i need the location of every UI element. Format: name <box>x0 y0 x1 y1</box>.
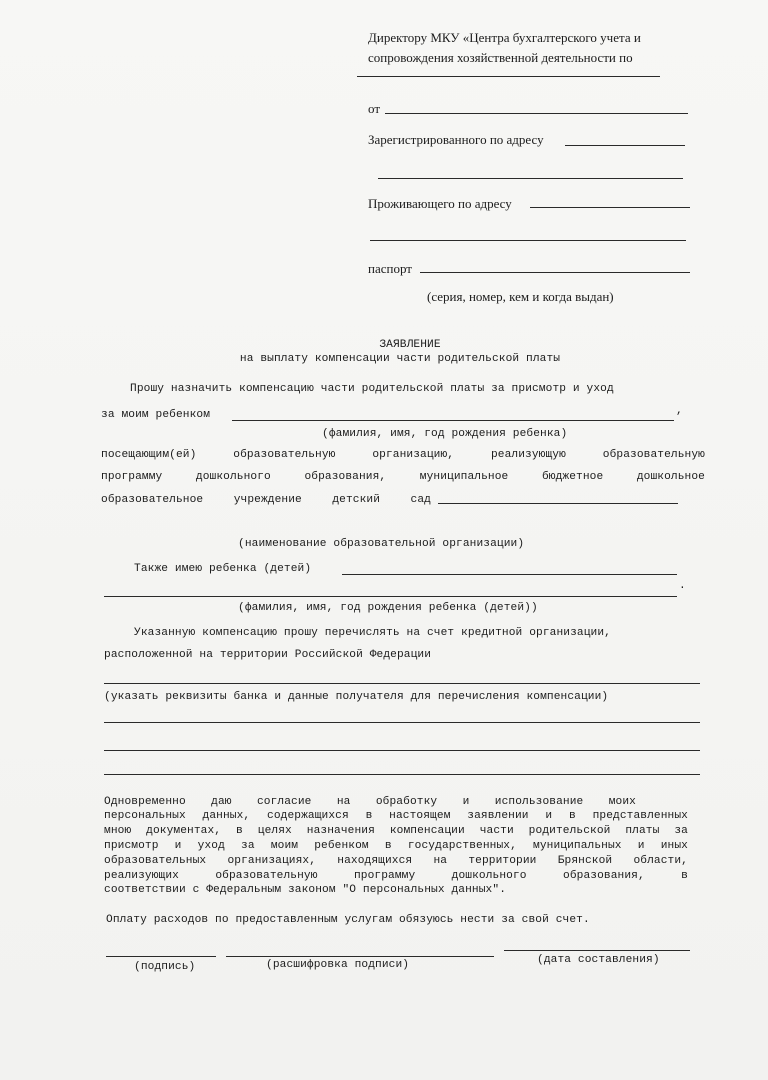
addressee-line-2: сопровождения хозяйственной деятельности по <box>368 50 633 65</box>
bank-details-hint: (указать реквизиты банка и данные получателя для перечисления компенсации) <box>104 691 609 703</box>
registered-address-label: Зарегистрированного по адресу <box>368 132 544 147</box>
child-name-blank-line <box>232 420 674 421</box>
addressee-line-1: Директору МКУ «Центра бухгалтерского учета и <box>368 30 641 45</box>
attending-line-1: посещающим(ей) образовательную организацию, реализующую образовательную <box>101 449 705 461</box>
signature-blank-line <box>106 956 216 957</box>
attending-line-2: программу дошкольного образования, муниципальное бюджетное дошкольное <box>101 471 705 483</box>
from-label: от <box>368 101 381 116</box>
consent-line-2: персональных данных, содержащихся в настоящем заявлении и в представленных <box>104 810 688 822</box>
payment-obligation: Оплату расходов по предоставленным услугам обязуюсь нести за свой счет. <box>106 914 590 926</box>
decoding-hint: (расшифровка подписи) <box>266 959 410 971</box>
child-name-hint: (фамилия, имя, год рождения ребенка) <box>322 428 568 440</box>
consent-line-6: реализующих образовательную программу дошкольного образования, в <box>104 870 688 882</box>
from-blank-line <box>385 113 688 114</box>
date-hint: (дата составления) <box>537 954 660 966</box>
other-children-label: Также имею ребенка (детей) <box>134 563 312 575</box>
registered-address-blank-line <box>565 145 685 146</box>
other-children-blank-line-2 <box>104 596 677 597</box>
request-line-2-comma: , <box>676 405 683 417</box>
attending-line-3: образовательное учреждение детский сад <box>101 494 431 506</box>
transfer-line-1: Указанную компенсацию прошу перечислять на счет кредитной организации, <box>134 627 611 639</box>
organization-hint: (наименование образовательной организации) <box>238 538 525 550</box>
bank-details-blank-line <box>104 683 700 684</box>
date-blank-line <box>504 950 690 951</box>
other-children-blank-line <box>342 574 677 575</box>
passport-label: паспорт <box>368 261 412 276</box>
registered-address-blank-line-2 <box>378 178 683 179</box>
transfer-line-2: расположенной на территории Российской Федерации <box>104 649 432 661</box>
addressee-blank-line <box>357 76 660 77</box>
signature-hint: (подпись) <box>134 961 196 973</box>
kindergarten-blank-line <box>438 503 678 504</box>
passport-blank-line <box>420 272 690 273</box>
decoding-blank-line <box>226 956 494 957</box>
bank-details-blank-line-3 <box>104 750 700 751</box>
residing-address-label: Проживающего по адресу <box>368 196 512 211</box>
bank-details-blank-line-2 <box>104 722 700 723</box>
bank-details-blank-line-4 <box>104 774 700 775</box>
consent-line-1: Одновременно даю согласие на обработку и использование моих <box>104 796 636 808</box>
residing-address-blank-line-2 <box>370 240 686 241</box>
passport-hint: (серия, номер, кем и когда выдан) <box>427 289 614 304</box>
other-children-hint: (фамилия, имя, год рождения ребенка (детей)) <box>238 602 538 614</box>
consent-line-5: образовательных организациях, находящихся на территории Брянской области, <box>104 855 688 867</box>
other-children-period: . <box>679 580 686 592</box>
consent-line-3: мною документах, в целях назначения компенсации части родительской платы за <box>104 825 688 837</box>
document-title: ЗАЯВЛЕНИЕ <box>379 339 441 351</box>
document-subtitle: на выплату компенсации части родительской платы <box>239 353 561 365</box>
consent-line-7: соответствии с Федеральным законом "О персональных данных". <box>104 884 507 896</box>
request-line-1: Прошу назначить компенсацию части родительской платы за присмотр и уход <box>130 383 614 395</box>
residing-address-blank-line <box>530 207 690 208</box>
consent-line-4: присмотр и уход за моим ребенком в государственных, муниципальных и иных <box>104 840 688 852</box>
request-line-2-prefix: за моим ребенком <box>101 409 211 421</box>
